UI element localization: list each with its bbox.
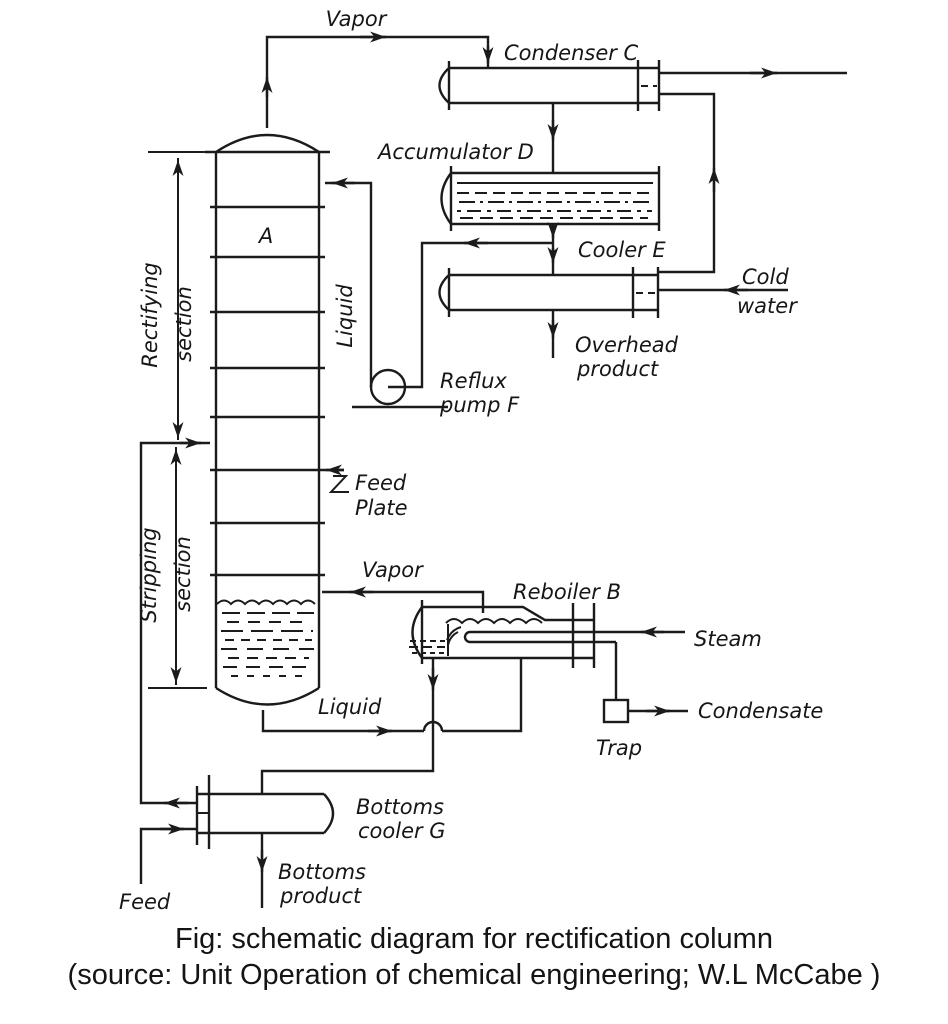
cooler-label: Cooler E — [578, 238, 666, 262]
feed-label: Feed — [119, 890, 171, 914]
overhead-product-label-1: Overhead — [575, 333, 678, 357]
feed-plate-callout — [326, 470, 408, 520]
reboiler-label: Reboiler B — [513, 580, 621, 604]
figure-caption — [0, 921, 948, 993]
vapor-bottom-label: Vapor — [362, 558, 423, 582]
reboiler-top — [422, 607, 594, 620]
bottoms-product-line — [262, 833, 366, 908]
bottoms-cooler-g — [197, 775, 446, 849]
reboiler-bottoms-line — [262, 658, 433, 794]
accumulator-label: Accumulator D — [378, 140, 534, 164]
condenser-left-cap — [440, 68, 450, 103]
bottoms-cooler-label-1: Bottoms — [356, 795, 444, 819]
section-dimensions — [137, 152, 207, 688]
cold-water-label-2: water — [737, 294, 797, 318]
sump-liquid-surface — [217, 601, 315, 605]
overhead-product-line — [553, 310, 679, 381]
bottoms-liquid-line — [263, 657, 521, 731]
steam-inlet — [641, 627, 762, 651]
cooler-left-cap — [440, 275, 450, 310]
cooler-g-right-cap — [324, 794, 333, 833]
liquid-reflux-label: Liquid — [333, 284, 357, 348]
column-label: A — [258, 224, 274, 248]
reflux-pump-label-1: Reflux — [440, 369, 507, 393]
vapor-return-line — [322, 558, 483, 613]
condensate-label: Condensate — [698, 699, 824, 723]
bottoms-product-label-1: Bottoms — [278, 860, 366, 884]
overhead-product-label-2: product — [577, 357, 659, 381]
rectifying-section-label-1: Rectifying — [138, 262, 162, 368]
feed-plate-label-2: Plate — [355, 496, 408, 520]
z-leader-icon — [331, 476, 349, 492]
feed-plate-label-1: Feed — [355, 471, 407, 495]
rectifying-section-label-2: section — [172, 286, 196, 362]
vapor-top-label: Vapor — [325, 7, 387, 31]
steam-u-tube-bend — [465, 632, 470, 642]
reboiler-liquid-surface — [446, 619, 542, 623]
column-trays — [210, 207, 344, 575]
stripping-section-label-2: section — [171, 536, 195, 612]
cold-water-label-1: Cold — [742, 265, 789, 289]
sump-liquid-hatch — [221, 613, 314, 676]
accumulator-d — [376, 140, 659, 231]
column-top-dome — [216, 135, 319, 152]
accumulator-left-cap — [442, 173, 452, 224]
column-bottom-dome — [216, 688, 319, 705]
reflux-branch-line — [406, 243, 553, 387]
caption-line-1: Fig: schematic diagram for rectification column — [175, 923, 773, 955]
condensate-trap — [596, 642, 823, 760]
reflux-pump-label-2: pump F — [440, 393, 520, 417]
column-a — [205, 135, 344, 705]
cooling-water-riser — [659, 94, 714, 272]
bottoms-cooler-label-2: cooler G — [358, 819, 446, 843]
condenser-label: Condenser C — [504, 41, 639, 65]
reflux-split-line — [406, 224, 553, 387]
liquid-bottom-label: Liquid — [318, 695, 382, 719]
trap-box — [604, 700, 628, 722]
condenser-c — [440, 41, 660, 111]
steam-label: Steam — [694, 627, 762, 651]
reboiler-left-cap — [413, 607, 423, 658]
caption-line-2: (source: Unit Operation of chemical engineering; W.L McCabe ) — [67, 959, 881, 991]
trap-label: Trap — [596, 736, 643, 760]
bottoms-product-label-2: product — [280, 884, 362, 908]
stripping-section-label-1: Stripping — [137, 527, 161, 623]
